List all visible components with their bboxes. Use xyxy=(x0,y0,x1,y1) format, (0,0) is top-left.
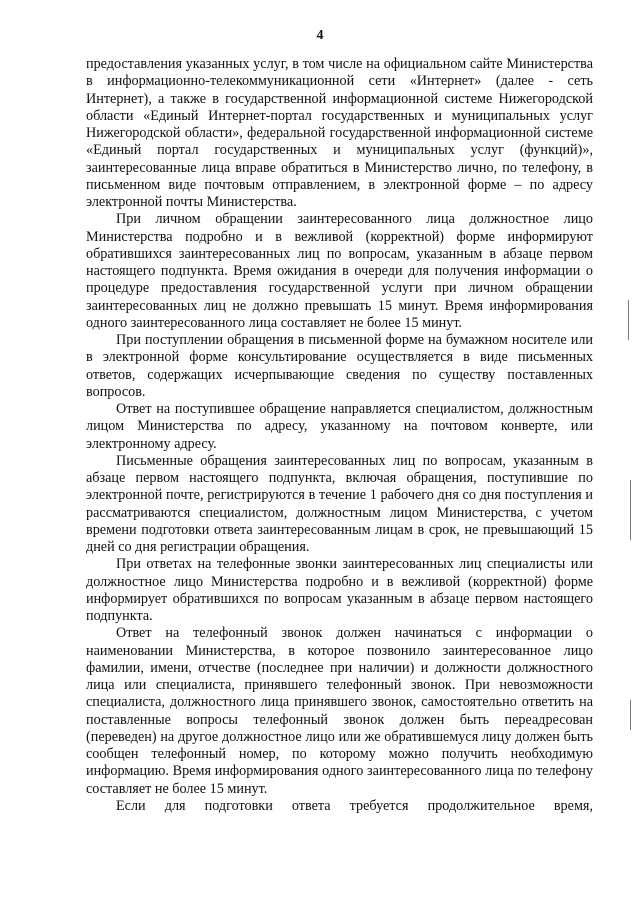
page-number: 4 xyxy=(316,28,324,43)
paragraph: Ответ на поступившее обращение направляется специалистом, должностным лицом Министерства по адресу, указанному на почтовом конверте, или электронному адресу. xyxy=(86,401,593,452)
scan-edge-mark xyxy=(630,480,631,540)
paragraph: Если для подготовки ответа требуется продолжительное время, xyxy=(116,797,593,814)
document-body xyxy=(86,56,593,815)
scan-edge-mark xyxy=(628,300,629,340)
paragraph: При личном обращении заинтересованного лица должностное лицо Министерства подробно и в вежливой (корректной) форме информируют обратившихся заинтересованных лиц по вопросам, указанным в абзаце первом настоящего подпункта. Время ожидания в очереди для получения информации о процедуре предоставления государственной услуги при личном обращении заинтересованных лиц не должно превышать 15 минут. Время информирования одного заинтересованного лица составляет не более 15 минут. xyxy=(86,211,593,331)
paragraph: При ответах на телефонные звонки заинтересованных лиц специалисты или должностное лицо Министерства подробно и в вежливой (корректной) форме информирует обратившихся по вопросам указанным в абзаце первом настоящего подпункта. xyxy=(86,556,593,624)
paragraph: Письменные обращения заинтересованных лиц по вопросам, указанным в абзаце первом настоящего подпункта, включая обращения, поступившие по электронной почте, регистрируются в течение 1 рабочего дня со дня поступления и рассматриваются специалистом, должностным лицом Министерства, с учетом времени подготовки ответа заинтересованным лицам в срок, не превышающий 15 дней со дня регистрации обращения. xyxy=(86,452,593,555)
paragraph: предоставления указанных услуг, в том числе на официальном сайте Министерства в информационно-телекоммуникационной сети «Интернет» (далее - сеть Интернет), а также в государственной информационной системе Нижегородской области «Единый Интернет-портал государственных и муниципальных услуг Нижегородской области», федеральной государственной информационной системе «Единый портал государственных и муниципальных услуг (функций)», заинтересованные лица вправе обратиться в Министерство лично, по телефону, в письменном виде почтовым отправлением, в электронной форме – по адресу электронной почты Министерства. xyxy=(86,56,593,210)
paragraph: При поступлении обращения в письменной форме на бумажном носителе или в электронной форме консультирование осуществляется в виде письменных ответов, содержащих исчерпывающие сведения по существу поставленных вопросов. xyxy=(86,332,593,400)
scan-edge-mark xyxy=(630,700,631,730)
paragraph: Ответ на телефонный звонок должен начинаться с информации о наименовании Министерства, в которое позвонило заинтересованное лицо фамилии, имени, отчестве (последнее при наличии) и должности должностного лица или специалиста, принявшего телефонный звонок. При невозможности специалиста, должностного лица принявшего звонок, самостоятельно ответить на поставленные вопросы телефонный звонок должен быть переадресован (переведен) на другое должностное лицо или же обратившемуся лицу должен быть сообщен телефонный номер, по которому можно получить необходимую информацию. Время информирования одного заинтересованного лица по телефону составляет не более 15 минут. xyxy=(86,625,593,797)
